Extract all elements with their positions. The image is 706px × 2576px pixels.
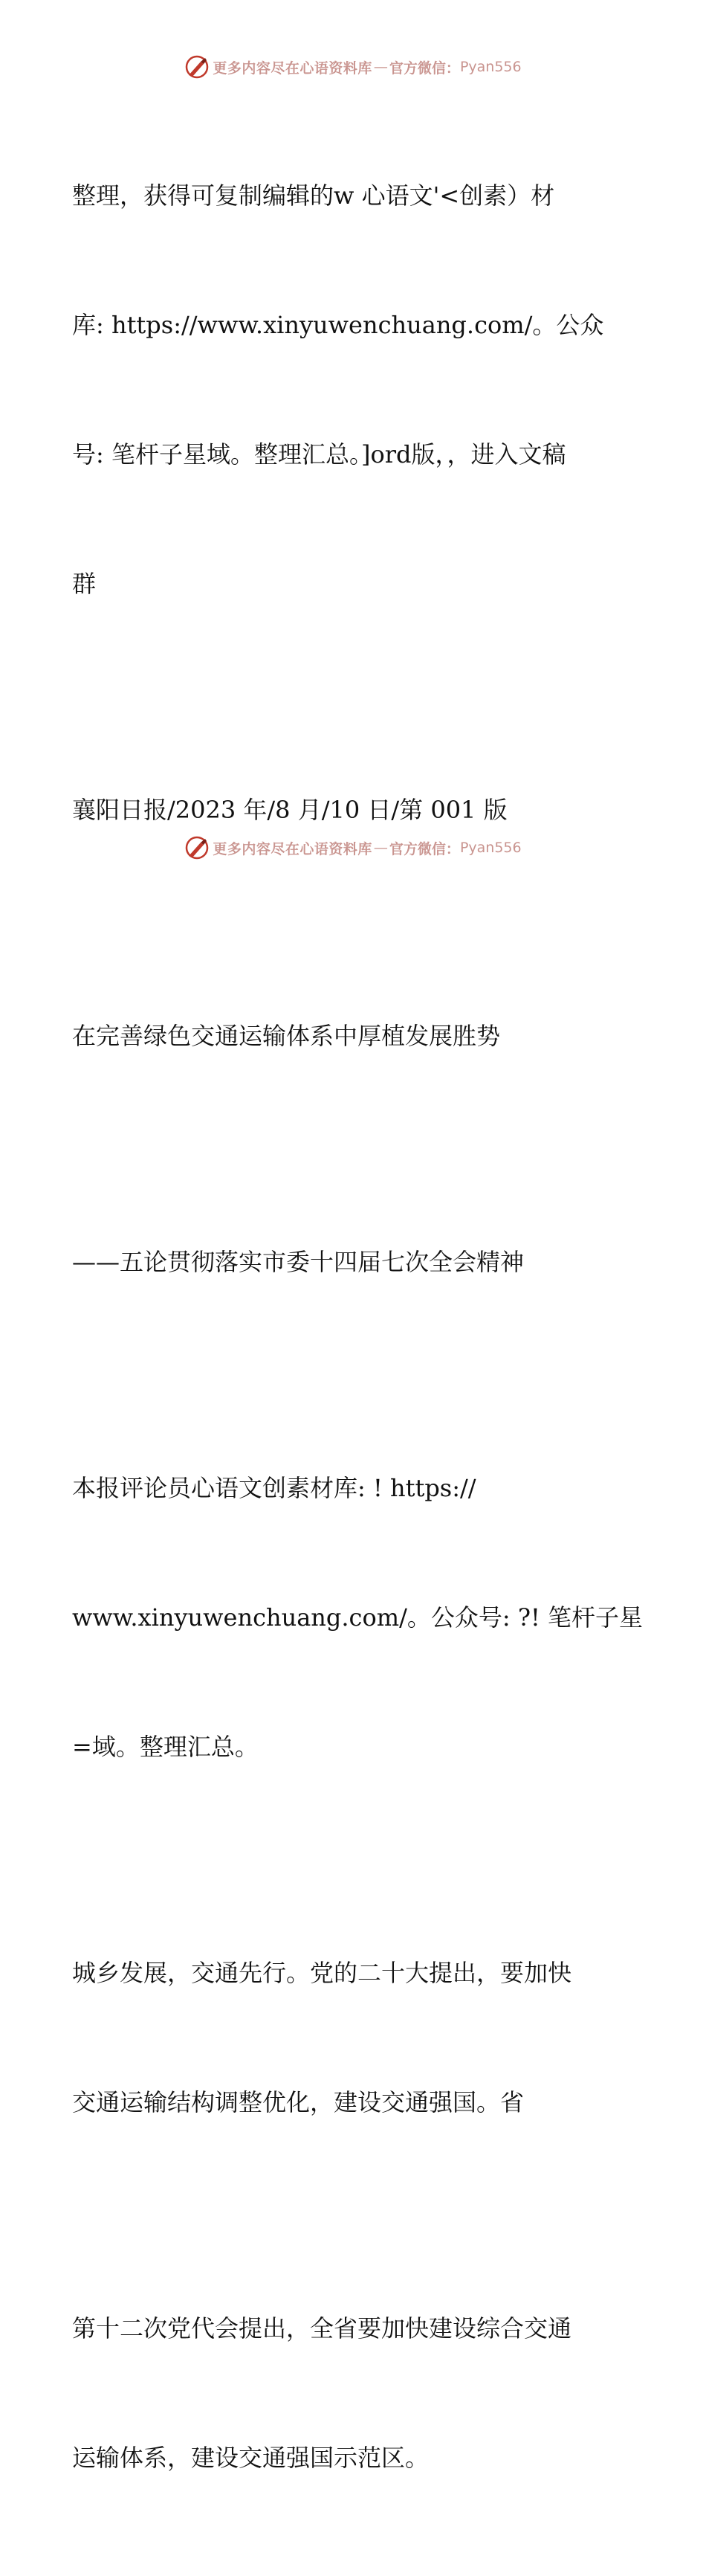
text-line: 交通运输结构调整优化，建设交通强国。省 (72, 2088, 525, 2116)
text-line: =域。整理汇总。 (72, 1733, 259, 1761)
text-line: 襄阳日报/2023 年/8 月/10 日/第 001 版 (72, 796, 508, 824)
paragraph-body-1 (72, 1865, 644, 2210)
text-line: 城乡发展，交通先行。党的二十大提出，要加快 (72, 1959, 572, 1987)
text-line: ——五论贯彻落实市委十四届七次全会精神 (72, 1248, 525, 1276)
watermark-label: 官方微信： (389, 840, 460, 857)
watermark-wechat-id: Pyan556 (459, 59, 522, 75)
text-line: 本报评论员心语文创素材库: ! https:// (72, 1474, 476, 1502)
paragraph-dateline (72, 702, 644, 918)
watermark-dash: — (373, 59, 388, 75)
article-subtitle (72, 1154, 644, 1370)
text-line: 整理，获得可复制编辑的w 心语文'<创素）材 (72, 181, 555, 210)
text-line: 群 (72, 570, 97, 598)
footer-watermark (0, 833, 706, 863)
paragraph-byline (72, 1380, 644, 1855)
watermark-label: 官方微信： (389, 59, 460, 77)
text-line: 第十二次党代会提出，全省要加快建设综合交通 (72, 2314, 572, 2342)
pen-nib-circle-icon (184, 835, 210, 860)
text-line: 库: https://www.xinyuwenchuang.com/。公众 (72, 311, 604, 339)
text-line: 在完善绿色交通运输体系中厚植发展胜势 (72, 1022, 501, 1050)
paragraph-body-2 (72, 2221, 644, 2566)
text-line: www.xinyuwenchuang.com/。公众号: ?! 笔杆子星 (72, 1603, 644, 1632)
text-line: 号: 笔杆子星域。整理汇总。]ord版，，进入文稿 (72, 440, 566, 468)
watermark-wechat-id: Pyan556 (459, 840, 522, 856)
header-watermark (0, 52, 706, 82)
watermark-text: 更多内容尽在心语资料库 (213, 59, 372, 77)
document-body (72, 88, 644, 2576)
article-title (72, 928, 644, 1144)
paragraph-source (72, 88, 644, 692)
watermark-text: 更多内容尽在心语资料库 (213, 840, 372, 857)
pen-nib-circle-icon (184, 54, 210, 80)
watermark-dash: — (373, 840, 388, 856)
text-line: 运输体系，建设交通强国示范区。 (72, 2444, 430, 2472)
